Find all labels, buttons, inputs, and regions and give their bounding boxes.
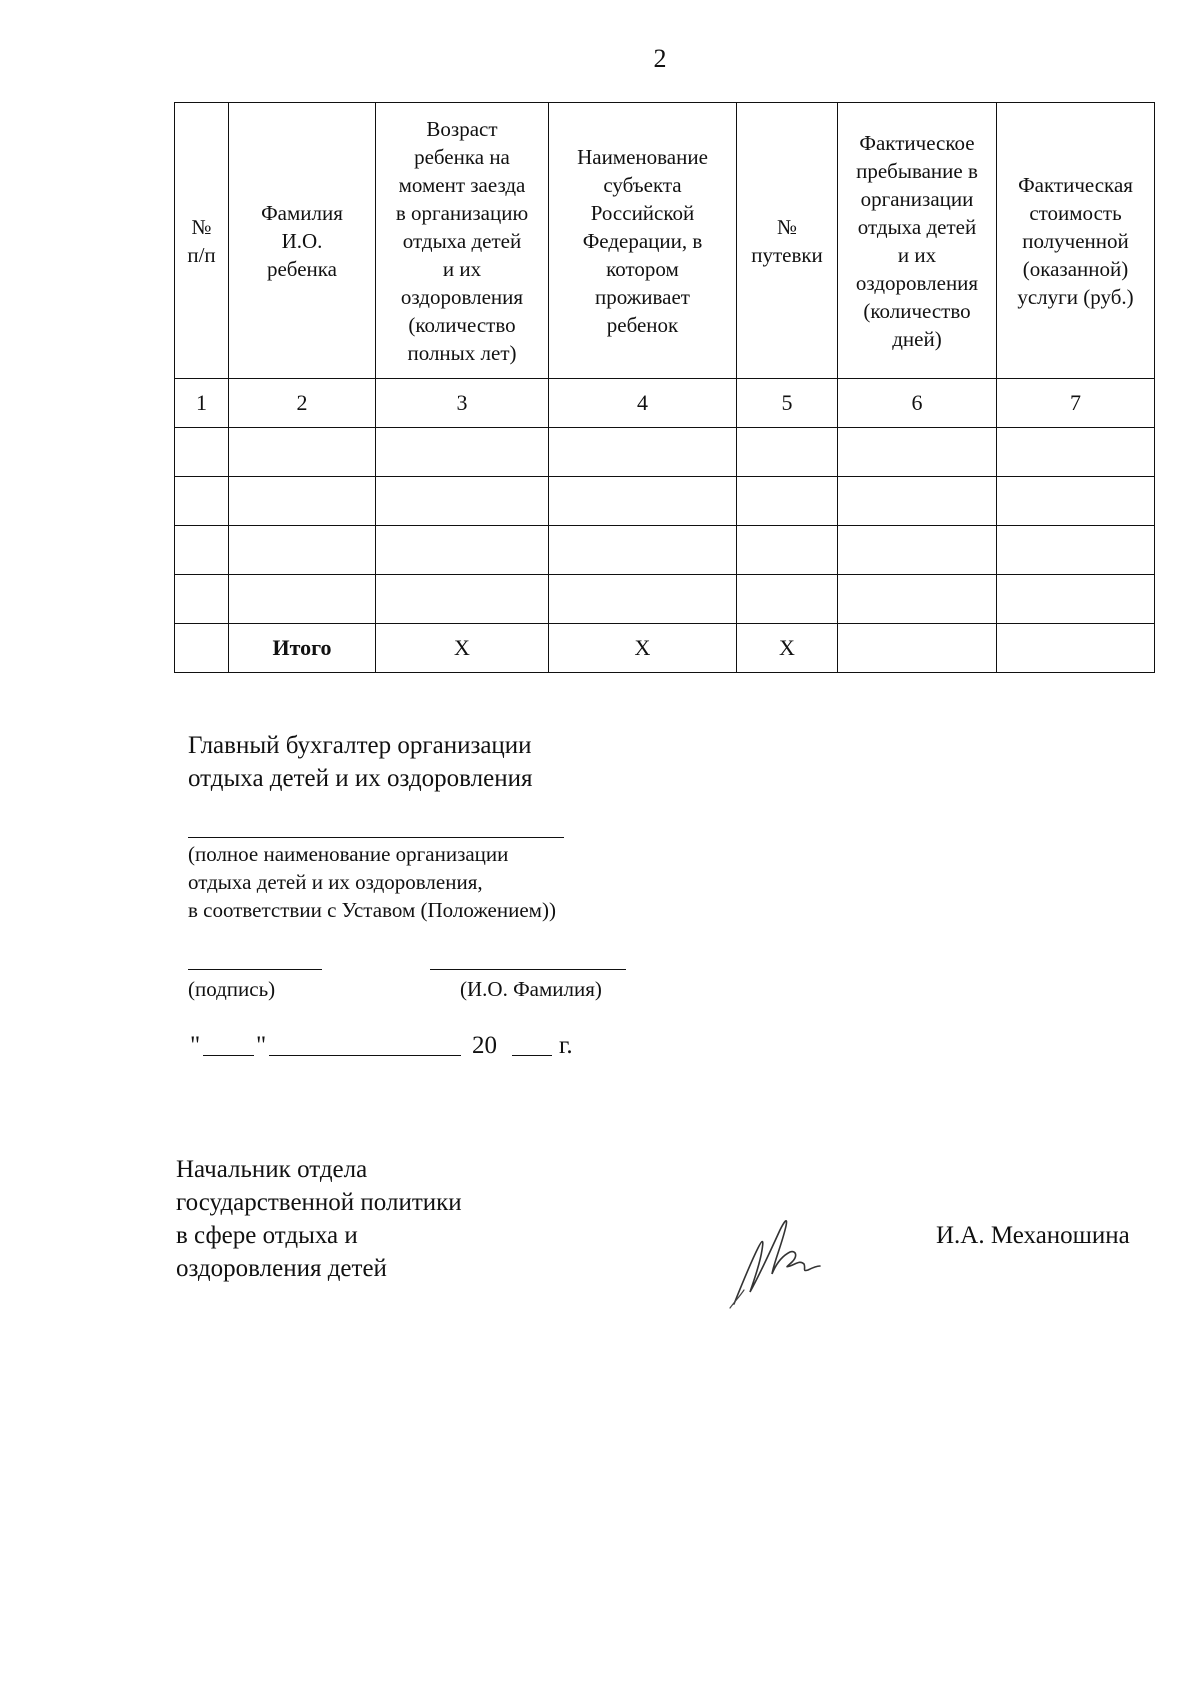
- header-cell: Фактическое пребывание в организации отдыха детей и их оздоровления (количество дней): [838, 103, 997, 379]
- table-cell[interactable]: [175, 477, 229, 526]
- date-year-line[interactable]: [512, 1055, 552, 1056]
- table-cell[interactable]: [997, 428, 1155, 477]
- table-cell[interactable]: [376, 477, 549, 526]
- table-cell[interactable]: [549, 477, 737, 526]
- table-header-row: [175, 103, 1155, 379]
- table-cell[interactable]: [175, 428, 229, 477]
- date-quote-close: ": [256, 1032, 267, 1059]
- table-cell[interactable]: [376, 428, 549, 477]
- table-row: [175, 575, 1155, 624]
- table-cell[interactable]: [229, 477, 376, 526]
- total-cell: Х: [376, 624, 549, 673]
- signature-image: [724, 1204, 844, 1314]
- table-cell[interactable]: [229, 428, 376, 477]
- table-cell[interactable]: [838, 526, 997, 575]
- table-cell[interactable]: [229, 526, 376, 575]
- page-number: 2: [653, 44, 667, 73]
- total-row: [175, 624, 1155, 673]
- table-cell[interactable]: [229, 575, 376, 624]
- table-row: [175, 526, 1155, 575]
- total-cell[interactable]: [997, 624, 1155, 673]
- header-cell: № п/п: [175, 103, 229, 379]
- accountant-title: Главный бухгалтер организации отдыха детей и их оздоровления: [188, 732, 533, 792]
- table-cell[interactable]: [838, 477, 997, 526]
- column-number: 7: [997, 379, 1155, 428]
- table-cell[interactable]: [997, 575, 1155, 624]
- table-cell[interactable]: [737, 477, 838, 526]
- column-number-row: [175, 379, 1155, 428]
- table-cell[interactable]: [737, 575, 838, 624]
- date-month-line[interactable]: [269, 1055, 461, 1056]
- table-cell[interactable]: [997, 477, 1155, 526]
- table-cell[interactable]: [549, 575, 737, 624]
- total-label: Итого: [229, 624, 376, 673]
- head-position: Начальник отдела государственной политики в сфере отдыха и оздоровления детей: [176, 1156, 462, 1282]
- org-name-caption: (полное наименование организации отдыха детей и их оздоровления, в соответствии с Уставом (Положением)): [188, 842, 556, 922]
- date-year-suffix: г.: [559, 1032, 573, 1059]
- header-cell: Фактическая стоимость полученной (оказанной) услуги (руб.): [997, 103, 1155, 379]
- column-number: 1: [175, 379, 229, 428]
- head-name: И.А. Механошина: [936, 1222, 1130, 1249]
- total-cell: Х: [549, 624, 737, 673]
- table-cell[interactable]: [549, 428, 737, 477]
- date-quote-open: ": [190, 1032, 201, 1059]
- total-cell: Х: [737, 624, 838, 673]
- name-caption: (И.О. Фамилия): [460, 977, 602, 1001]
- table-cell[interactable]: [737, 428, 838, 477]
- table-cell[interactable]: [737, 526, 838, 575]
- table-cell[interactable]: [175, 575, 229, 624]
- table-cell[interactable]: [376, 575, 549, 624]
- column-number: 4: [549, 379, 737, 428]
- column-number: 6: [838, 379, 997, 428]
- table-cell[interactable]: [997, 526, 1155, 575]
- table-cell[interactable]: [838, 575, 997, 624]
- date-day-line[interactable]: [203, 1055, 254, 1056]
- header-cell: Наименование субъекта Российской Федерации, в котором проживает ребенок: [549, 103, 737, 379]
- total-cell[interactable]: [838, 624, 997, 673]
- table-row: [175, 477, 1155, 526]
- column-number: 3: [376, 379, 549, 428]
- signature-caption: (подпись): [188, 977, 276, 1001]
- table-row: [175, 428, 1155, 477]
- column-number: 2: [229, 379, 376, 428]
- name-line[interactable]: [430, 969, 626, 970]
- header-cell: № путевки: [737, 103, 838, 379]
- signature-line[interactable]: [188, 969, 322, 970]
- total-cell: [175, 624, 229, 673]
- report-table: [174, 102, 1155, 673]
- table-cell[interactable]: [376, 526, 549, 575]
- org-name-line[interactable]: [188, 837, 564, 838]
- header-cell: Фамилия И.О. ребенка: [229, 103, 376, 379]
- date-year-prefix: 20: [472, 1032, 497, 1059]
- table-cell[interactable]: [838, 428, 997, 477]
- header-cell: Возраст ребенка на момент заезда в организацию отдыха детей и их оздоровления (количество полных лет): [376, 103, 549, 379]
- column-number: 5: [737, 379, 838, 428]
- table-cell[interactable]: [175, 526, 229, 575]
- table-cell[interactable]: [549, 526, 737, 575]
